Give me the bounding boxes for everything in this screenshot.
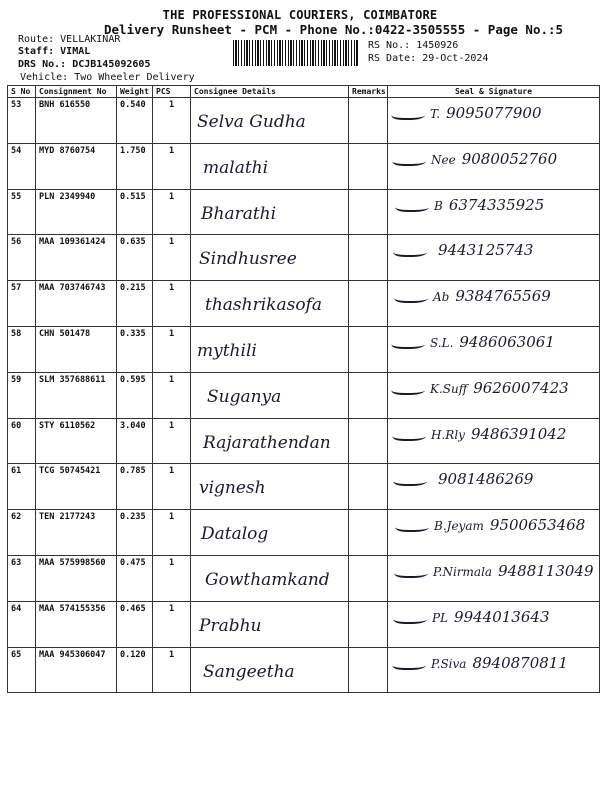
signature-handwriting: [396, 516, 585, 534]
signature-phone: 8940870811: [472, 653, 568, 672]
consignee-handwriting: thashrikasofa: [205, 295, 322, 316]
signature-cell: [388, 372, 600, 418]
signature-cell: [388, 98, 600, 144]
consignee-cell: [191, 418, 349, 464]
consignee-cell: [191, 372, 349, 418]
signature-cell: [388, 281, 600, 327]
remarks-cell: [349, 464, 388, 510]
col-pcs: PCS: [153, 86, 191, 98]
sno-cell: 61: [8, 464, 36, 510]
weight-cell: 0.475: [117, 555, 153, 601]
signature-cell: [388, 647, 600, 693]
signature-cell: [388, 189, 600, 235]
remarks-cell: [349, 143, 388, 189]
signature-name: K.Suff: [430, 381, 468, 396]
consignment-cell: CHN 501478: [36, 326, 117, 372]
consignment-cell: MAA 574155356: [36, 601, 117, 647]
col-weight: Weight: [117, 86, 153, 98]
sno-cell: 58: [8, 326, 36, 372]
signature-phone: 9443125743: [438, 241, 534, 260]
pcs-cell: 1: [153, 510, 191, 556]
signature-scribble: [392, 612, 430, 624]
consignee-handwriting: Bharathi: [201, 203, 277, 224]
table-row: [8, 281, 600, 327]
sno-cell: 60: [8, 418, 36, 464]
signature-handwriting: [392, 104, 542, 122]
remarks-cell: [349, 555, 388, 601]
signature-cell: [388, 555, 600, 601]
consignee-handwriting: Rajarathendan: [203, 432, 331, 453]
table-row: [8, 418, 600, 464]
consignment-cell: MYD 8760754: [36, 143, 117, 189]
signature-handwriting: [393, 425, 566, 443]
weight-cell: 0.785: [117, 464, 153, 510]
rs-no-value: 1450926: [416, 40, 459, 51]
weight-cell: 0.595: [117, 372, 153, 418]
route-label: Route:: [18, 34, 55, 45]
signature-scribble: [393, 291, 431, 303]
pcs-cell: 1: [153, 372, 191, 418]
remarks-cell: [349, 281, 388, 327]
signature-scribble: [390, 337, 428, 349]
col-sno: S No: [8, 86, 36, 98]
signature-name: B: [434, 198, 443, 213]
pcs-cell: 1: [153, 326, 191, 372]
weight-cell: 0.465: [117, 601, 153, 647]
vehicle-line: [20, 72, 195, 83]
pcs-cell: 1: [153, 98, 191, 144]
table-row: [8, 647, 600, 693]
rs-no-line: [368, 40, 458, 51]
sno-cell: 53: [8, 98, 36, 144]
rs-date-line: [368, 53, 488, 64]
signature-name: Nee: [431, 152, 456, 167]
consignment-cell: SLM 357688611: [36, 372, 117, 418]
signature-handwriting: [395, 562, 594, 580]
sno-cell: 59: [8, 372, 36, 418]
consignee-cell: [191, 464, 349, 510]
remarks-cell: [349, 326, 388, 372]
consignee-handwriting: mythili: [197, 340, 257, 361]
staff-line: [18, 46, 90, 57]
consignee-cell: [191, 235, 349, 281]
consignee-cell: [191, 647, 349, 693]
signature-handwriting: [393, 150, 557, 168]
remarks-cell: [349, 189, 388, 235]
signature-cell: [388, 235, 600, 281]
signature-name: P.Siva: [431, 656, 467, 671]
signature-name: S.L.: [430, 335, 454, 350]
weight-cell: 3.040: [117, 418, 153, 464]
weight-cell: 0.120: [117, 647, 153, 693]
sno-cell: 55: [8, 189, 36, 235]
sno-cell: 54: [8, 143, 36, 189]
rs-date-label: RS Date:: [368, 53, 417, 64]
pcs-cell: 1: [153, 281, 191, 327]
pcs-cell: 1: [153, 601, 191, 647]
weight-cell: 0.215: [117, 281, 153, 327]
signature-phone: 9080052760: [461, 149, 558, 168]
weight-cell: 1.750: [117, 143, 153, 189]
weight-cell: 0.335: [117, 326, 153, 372]
consignee-cell: [191, 555, 349, 601]
route-value: VELLAKINAR: [60, 34, 121, 45]
runsheet-subtitle: Delivery Runsheet - PCM - Phone No.:0422-3505555 - Page No.:5: [104, 22, 564, 37]
signature-phone: 9384765569: [455, 287, 551, 306]
signature-scribble: [392, 245, 430, 257]
consignee-cell: [191, 189, 349, 235]
signature-phone: 9944013643: [454, 607, 550, 626]
consignee-handwriting: Datalog: [201, 524, 269, 545]
signature-scribble: [390, 108, 428, 120]
remarks-cell: [349, 372, 388, 418]
signature-cell: [388, 510, 600, 556]
signature-phone: 9095077900: [446, 104, 542, 122]
signature-handwriting: [392, 333, 555, 351]
signature-cell: [388, 418, 600, 464]
sno-cell: 56: [8, 235, 36, 281]
signature-scribble: [394, 200, 432, 212]
consignee-handwriting: Prabhu: [199, 615, 262, 636]
signature-scribble: [394, 520, 432, 532]
table-row: [8, 326, 600, 372]
signature-scribble: [391, 429, 429, 441]
pcs-cell: 1: [153, 464, 191, 510]
drs-line: [18, 59, 150, 70]
consignee-handwriting: Gowthamkand: [205, 569, 330, 590]
sno-cell: 65: [8, 647, 36, 693]
signature-phone: 9626007423: [473, 378, 569, 397]
consignment-cell: BNH 616550: [36, 98, 117, 144]
signature-phone: 9486063061: [459, 332, 555, 351]
pcs-cell: 1: [153, 555, 191, 601]
sno-cell: 63: [8, 555, 36, 601]
consignee-cell: [191, 281, 349, 327]
signature-scribble: [392, 474, 430, 486]
remarks-cell: [349, 235, 388, 281]
staff-label: Staff:: [18, 46, 55, 57]
signature-cell: [388, 143, 600, 189]
consignee-handwriting: Sindhusree: [199, 249, 297, 270]
consignment-cell: MAA 703746743: [36, 281, 117, 327]
pcs-cell: 1: [153, 189, 191, 235]
staff-value: VIMAL: [60, 46, 91, 57]
signature-name: P.Nirmala: [433, 564, 493, 579]
signature-phone: 9500653468: [489, 516, 586, 535]
signature-scribble: [390, 383, 428, 395]
consignee-cell: [191, 143, 349, 189]
signature-handwriting: [395, 287, 551, 305]
consignment-cell: MAA 575998560: [36, 555, 117, 601]
consignment-cell: TEN 2177243: [36, 510, 117, 556]
signature-name: PL: [432, 610, 449, 625]
consignee-handwriting: Selva Gudha: [197, 112, 306, 132]
sno-cell: 57: [8, 281, 36, 327]
table-row: [8, 510, 600, 556]
signature-handwriting: [393, 654, 568, 672]
signature-name: Ab: [433, 290, 450, 305]
weight-cell: 0.540: [117, 98, 153, 144]
table-row: [8, 555, 600, 601]
table-row: [8, 464, 600, 510]
consignee-cell: [191, 326, 349, 372]
col-remarks: Remarks: [349, 86, 388, 98]
rs-no-label: RS No.:: [368, 40, 411, 51]
drs-label: DRS No.:: [18, 59, 67, 70]
sno-cell: 62: [8, 510, 36, 556]
consignment-cell: TCG 50745421: [36, 464, 117, 510]
consignee-cell: [191, 98, 349, 144]
table-row: [8, 143, 600, 189]
table-row: [8, 372, 600, 418]
consignee-handwriting: vignesh: [199, 478, 266, 499]
col-consignment: Consignment No: [36, 86, 117, 98]
weight-cell: 0.635: [117, 235, 153, 281]
table-row: [8, 98, 600, 144]
signature-scribble: [391, 154, 429, 166]
rs-date-value: 29-Oct-2024: [422, 53, 489, 64]
consignment-cell: PLN 2349940: [36, 189, 117, 235]
vehicle-label: Vehicle:: [20, 72, 69, 83]
signature-cell: [388, 601, 600, 647]
signature-scribble: [391, 658, 429, 670]
pcs-cell: 1: [153, 418, 191, 464]
company-title: THE PROFESSIONAL COURIERS, COIMBATORE: [162, 8, 438, 22]
remarks-cell: [349, 418, 388, 464]
signature-scribble: [393, 566, 431, 578]
consignee-handwriting: Sangeetha: [203, 661, 295, 682]
signature-name: H.Rly: [431, 427, 465, 442]
pcs-cell: 1: [153, 143, 191, 189]
table-row: [8, 189, 600, 235]
delivery-table: [7, 85, 600, 693]
weight-cell: 0.515: [117, 189, 153, 235]
signature-cell: [388, 464, 600, 510]
signature-name: B.Jeyam: [434, 519, 484, 534]
signature-name: T.: [430, 107, 441, 121]
weight-cell: 0.235: [117, 510, 153, 556]
remarks-cell: [349, 510, 388, 556]
remarks-cell: [349, 601, 388, 647]
remarks-cell: [349, 647, 388, 693]
signature-handwriting: [396, 196, 544, 214]
signature-handwriting: [394, 608, 549, 626]
sno-cell: 64: [8, 601, 36, 647]
signature-cell: [388, 326, 600, 372]
consignee-handwriting: Suganya: [207, 386, 282, 407]
consignment-cell: STY 6110562: [36, 418, 117, 464]
signature-handwriting: [394, 470, 533, 488]
barcode-graphic: [233, 40, 359, 66]
consignee-cell: [191, 601, 349, 647]
consignee-handwriting: malathi: [203, 157, 269, 178]
signature-phone: 6374335925: [448, 195, 545, 214]
signature-phone: 9488113049: [498, 561, 594, 580]
table-header-row: [8, 86, 600, 98]
consignment-cell: MAA 109361424: [36, 235, 117, 281]
route-line: [18, 34, 120, 45]
signature-handwriting: [392, 379, 569, 397]
col-consignee: Consignee Details: [191, 86, 349, 98]
table-row: [8, 235, 600, 281]
signature-handwriting: [394, 241, 533, 259]
signature-phone: 9081486269: [438, 470, 534, 489]
signature-phone: 9486391042: [470, 424, 567, 443]
pcs-cell: 1: [153, 235, 191, 281]
table-row: [8, 601, 600, 647]
consignee-cell: [191, 510, 349, 556]
drs-value: DCJB145092605: [72, 59, 151, 70]
remarks-cell: [349, 98, 388, 144]
col-signature: Seal & Signature: [388, 86, 600, 98]
pcs-cell: 1: [153, 647, 191, 693]
vehicle-value: Two Wheeler Delivery: [74, 72, 195, 83]
consignment-cell: MAA 945306047: [36, 647, 117, 693]
